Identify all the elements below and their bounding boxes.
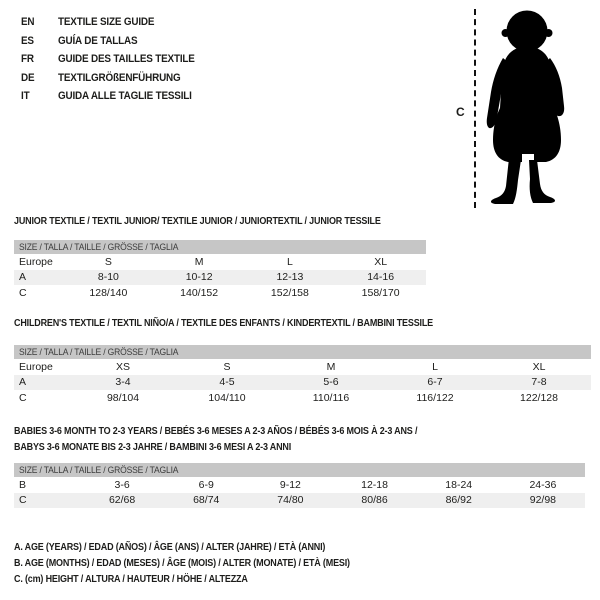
- table-title: [14, 214, 426, 230]
- row-label-cell: C: [19, 494, 27, 507]
- table-row: [14, 477, 585, 493]
- legend-line-text: A. AGE (YEARS) / EDAD (AÑOS) / ÂGE (ANS) / ALTER (JAHRE) / ETÀ (ANNI): [14, 542, 326, 553]
- value-cell: L: [286, 255, 293, 268]
- row-label-cell: Europe: [19, 255, 53, 268]
- legend-line-text: B. AGE (MONTHS) / EDAD (MESES) / ÂGE (MOIS) / ALTER (MONATE) / ETÀ (MESI): [14, 558, 350, 569]
- value-cell: 86/92: [445, 494, 472, 507]
- value-cell: 7-8: [531, 376, 547, 389]
- table-row: [14, 375, 591, 391]
- size-header-label: SIZE / TALLA / TAILLE / GRÖSSE / TAGLIA: [19, 346, 179, 358]
- value-cell: 6-9: [198, 478, 214, 491]
- table-title-line: BABIES 3-6 MONTH TO 2-3 YEARS / BEBÉS 3-6 MESES A 2-3 AÑOS / BÉBÉS 3-6 MOIS À 2-3 ANS /: [14, 426, 418, 437]
- value-cell: 92/98: [529, 494, 557, 507]
- baby-silhouette-icon: [482, 8, 590, 206]
- value-cell: M: [194, 255, 204, 268]
- value-cell: 116/122: [416, 391, 454, 404]
- size-header-label: SIZE / TALLA / TAILLE / GRÖSSE / TAGLIA: [19, 464, 179, 476]
- table-row: [14, 270, 426, 286]
- value-cell: 24-36: [529, 478, 557, 491]
- value-cell: L: [432, 360, 438, 373]
- table-row: [14, 285, 426, 301]
- language-label: GUIDA ALLE TAGLIE TESSILI: [58, 90, 192, 103]
- value-cell: 12-13: [276, 271, 304, 284]
- measure-legend: [14, 540, 387, 588]
- size-header-label: SIZE / TALLA / TAILLE / GRÖSSE / TAGLIA: [19, 241, 179, 253]
- value-cell: 128/140: [89, 286, 128, 299]
- value-cell: 122/128: [520, 391, 558, 404]
- value-cell: 5-6: [323, 376, 339, 389]
- value-cell: 9-12: [279, 478, 301, 491]
- junior-textile-section: [14, 214, 426, 301]
- language-code: DE: [21, 71, 35, 84]
- language-row: [21, 87, 210, 106]
- value-cell: 3-6: [114, 478, 130, 491]
- language-code: IT: [21, 90, 30, 103]
- value-cell: 10-12: [185, 271, 213, 284]
- value-cell: 68/74: [193, 494, 220, 507]
- legend-line: [14, 556, 387, 572]
- table-title-line: JUNIOR TEXTILE / TEXTIL JUNIOR/ TEXTILE JUNIOR / JUNIORTEXTIL / JUNIOR TESSILE: [14, 216, 381, 227]
- language-label: GUÍA DE TALLAS: [58, 34, 138, 47]
- value-cell: 8-10: [97, 271, 119, 284]
- row-label-cell: Europe: [19, 360, 53, 373]
- table-row: [14, 359, 591, 375]
- row-label-cell: A: [19, 271, 27, 284]
- language-row: [21, 50, 210, 69]
- height-dashed-line: [474, 9, 476, 208]
- value-cell: 12-18: [361, 478, 388, 491]
- children-textile-section: [14, 316, 591, 406]
- language-label: GUIDE DES TAILLES TEXTILE: [58, 53, 195, 66]
- legend-line-text: C. (cm) HEIGHT / ALTURA / HAUTEUR / HÖHE / ALTEZZA: [14, 574, 248, 585]
- language-row: [21, 32, 210, 51]
- language-label: TEXTILE SIZE GUIDE: [58, 16, 155, 29]
- value-cell: 62/68: [108, 494, 136, 507]
- table-title-line: CHILDREN'S TEXTILE / TEXTIL NIÑO/A / TEXTILE DES ENFANTS / KINDERTEXTIL / BAMBINI TESSILE: [14, 318, 433, 329]
- table-row: [14, 390, 591, 406]
- babies-textile-section: [14, 424, 585, 508]
- value-cell: 152/158: [270, 286, 309, 299]
- value-cell: 14-16: [367, 271, 395, 284]
- table-title: [14, 424, 585, 456]
- value-cell: M: [326, 360, 336, 373]
- row-label-cell: C: [19, 286, 27, 299]
- value-cell: 6-7: [427, 376, 443, 389]
- language-row: [21, 69, 210, 88]
- value-cell: 158/170: [361, 286, 400, 299]
- table-title: [14, 316, 591, 332]
- value-cell: S: [104, 255, 112, 268]
- value-cell: 98/104: [106, 391, 140, 404]
- value-cell: XL: [374, 255, 388, 268]
- size-header-bar: [14, 240, 426, 254]
- height-measure-label: C: [456, 105, 465, 119]
- value-cell: 104/110: [208, 391, 246, 404]
- value-cell: 3-4: [115, 376, 131, 389]
- table-row: [14, 254, 426, 270]
- language-code: FR: [21, 53, 34, 66]
- language-code: EN: [21, 16, 35, 29]
- legend-line: [14, 540, 387, 556]
- value-cell: 110/116: [312, 391, 350, 404]
- value-cell: 140/152: [180, 286, 219, 299]
- value-cell: 80/86: [361, 494, 388, 507]
- value-cell: XL: [532, 360, 546, 373]
- value-cell: 4-5: [219, 376, 235, 389]
- row-label-cell: B: [19, 478, 27, 491]
- value-cell: 18-24: [445, 478, 473, 491]
- legend-line: [14, 572, 387, 588]
- size-header-bar: [14, 345, 591, 359]
- language-label: TEXTILGRÖßENFÜHRUNG: [58, 71, 181, 84]
- table-title-line: BABYS 3-6 MONATE BIS 2-3 JAHRE / BAMBINI 3-6 MESI A 2-3 ANNI: [14, 442, 292, 453]
- value-cell: S: [223, 360, 231, 373]
- table-row: [14, 493, 585, 509]
- row-label-cell: A: [19, 376, 27, 389]
- language-code: ES: [21, 34, 34, 47]
- size-header-bar: [14, 463, 585, 477]
- language-row: [21, 13, 210, 32]
- size-table: [14, 254, 426, 301]
- value-cell: 74/80: [277, 494, 304, 507]
- row-label-cell: C: [19, 391, 27, 404]
- size-table: [14, 477, 585, 508]
- size-table: [14, 359, 591, 406]
- language-list: [21, 13, 210, 106]
- value-cell: XS: [115, 360, 130, 373]
